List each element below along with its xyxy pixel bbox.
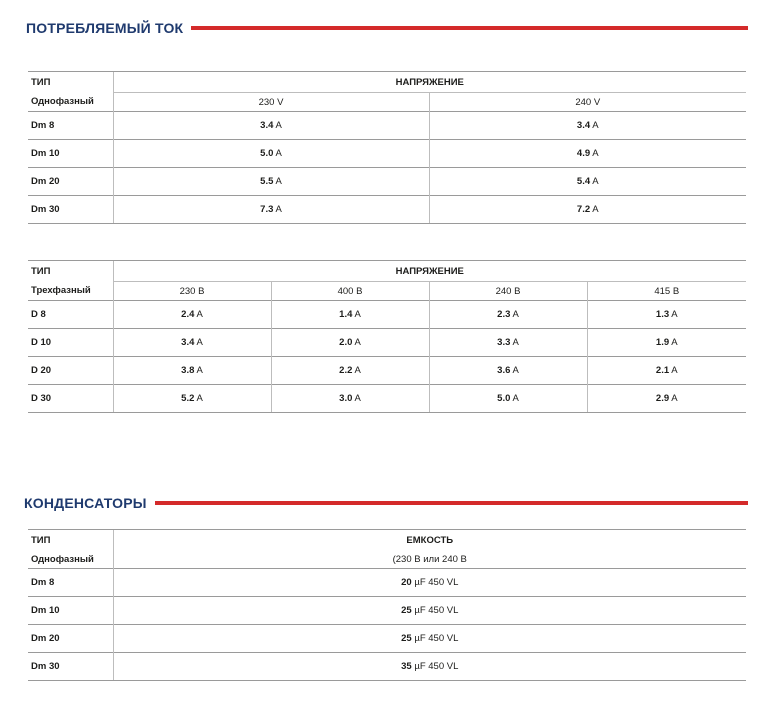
section-title-text: ПОТРЕБЛЯЕМЫЙ ТОК — [26, 20, 184, 36]
row-name: Dm 30 — [28, 653, 113, 681]
voltage-230: 230 B — [113, 282, 271, 301]
row-name: Dm 8 — [28, 569, 113, 597]
row-name: Dm 30 — [28, 196, 113, 224]
cell-value: 3.4 A — [113, 112, 429, 140]
table-row — [28, 357, 746, 385]
cell-value: 2.0 A — [271, 329, 429, 357]
row-name: Dm 10 — [28, 140, 113, 168]
cell-value: 2.1 A — [587, 357, 746, 385]
cell-value: 3.8 A — [113, 357, 271, 385]
voltage-header: НАПРЯЖЕНИЕ — [113, 72, 746, 93]
type-label: ТИП — [28, 72, 113, 93]
table-row — [28, 301, 746, 329]
phase-label: Однофазный — [31, 553, 94, 565]
table-row — [28, 168, 746, 196]
single-phase-current-table — [28, 71, 746, 224]
voltage-400: 400 B — [271, 282, 429, 301]
phase-label: Однофазный — [31, 96, 94, 108]
table-row — [28, 112, 746, 140]
cell-value: 3.0 A — [271, 385, 429, 413]
capacity-subheader: (230 В или 240 В — [113, 550, 746, 569]
voltage-415: 415 B — [587, 282, 746, 301]
cell-value: 7.3 A — [113, 196, 429, 224]
cell-value: 25 µF 450 VL — [113, 597, 746, 625]
cell-value: 35 µF 450 VL — [113, 653, 746, 681]
cell-value: 25 µF 450 VL — [113, 625, 746, 653]
cell-value: 2.9 A — [587, 385, 746, 413]
capacitor-table — [28, 529, 746, 681]
cell-value: 1.3 A — [587, 301, 746, 329]
cell-value: 5.4 A — [429, 168, 746, 196]
cell-value: 5.0 A — [113, 140, 429, 168]
title-accent-bar — [155, 501, 748, 505]
cell-value: 3.6 A — [429, 357, 587, 385]
three-phase-current-table — [28, 260, 746, 413]
section-title-current — [26, 20, 748, 36]
table-row — [28, 569, 746, 597]
cell-value: 3.4 A — [429, 112, 746, 140]
cell-value: 3.3 A — [429, 329, 587, 357]
voltage-230: 230 V — [113, 93, 429, 112]
table-row — [28, 140, 746, 168]
cell-value: 1.4 A — [271, 301, 429, 329]
type-label: ТИП — [28, 530, 113, 551]
row-name: Dm 20 — [28, 168, 113, 196]
cell-value: 7.2 A — [429, 196, 746, 224]
capacity-header: ЕМКОСТЬ — [113, 530, 746, 551]
voltage-header: НАПРЯЖЕНИЕ — [113, 261, 746, 282]
row-name: Dm 8 — [28, 112, 113, 140]
cell-value: 2.4 A — [113, 301, 271, 329]
cell-value: 5.5 A — [113, 168, 429, 196]
table-row — [28, 597, 746, 625]
table-row — [28, 385, 746, 413]
row-name: D 8 — [28, 301, 113, 329]
cell-value: 1.9 A — [587, 329, 746, 357]
section-title-text: КОНДЕНСАТОРЫ — [24, 495, 147, 511]
cell-value: 20 µF 450 VL — [113, 569, 746, 597]
table-row — [28, 653, 746, 681]
row-name: D 20 — [28, 357, 113, 385]
table-row — [28, 196, 746, 224]
voltage-240: 240 B — [429, 282, 587, 301]
cell-value: 5.2 A — [113, 385, 271, 413]
section-title-capacitors — [24, 495, 748, 511]
cell-value: 3.4 A — [113, 329, 271, 357]
table-row — [28, 625, 746, 653]
phase-label: Трехфазный — [31, 285, 91, 297]
type-label: ТИП — [28, 261, 113, 282]
cell-value: 2.3 A — [429, 301, 587, 329]
row-name: Dm 10 — [28, 597, 113, 625]
table-row — [28, 329, 746, 357]
cell-value: 2.2 A — [271, 357, 429, 385]
cell-value: 5.0 A — [429, 385, 587, 413]
title-accent-bar — [191, 26, 748, 30]
row-name: D 30 — [28, 385, 113, 413]
cell-value: 4.9 A — [429, 140, 746, 168]
voltage-240: 240 V — [429, 93, 746, 112]
row-name: D 10 — [28, 329, 113, 357]
row-name: Dm 20 — [28, 625, 113, 653]
